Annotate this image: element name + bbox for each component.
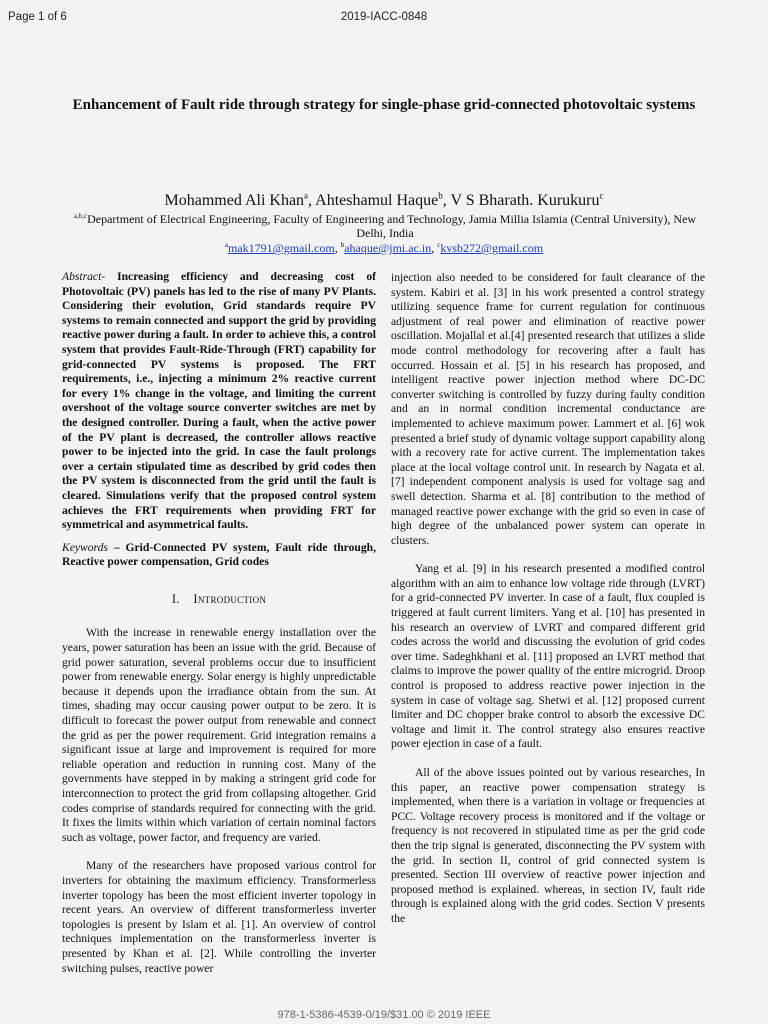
email-link[interactable]: kvsb272@gmail.com [440, 241, 544, 255]
section-number: I. [171, 591, 180, 606]
affiliation-sup: a,b,c [73, 212, 88, 220]
author-name: Ahteshamul Haque [315, 192, 439, 209]
keywords-text: – Grid-Connected PV system, Fault ride through, Reactive power compensation, Grid codes [62, 540, 376, 569]
email-sup: a [224, 241, 229, 249]
affiliation-text: Department of Electrical Engineering, Faculty of Engineering and Technology, Jamia Millia Islamia (Central University), New Delhi, India [87, 212, 697, 240]
author-list: Mohammed Ali Khan$^a$, Ahteshamul Haque$^b$, V S Bharath. Kurukuru$^c$ [164, 190, 604, 209]
author-sup: a [304, 190, 309, 201]
keywords [62, 541, 376, 570]
author-name: V S Bharath. Kurukuru [450, 192, 600, 209]
section-heading [62, 592, 376, 607]
page-indicator[interactable]: Page 1 of 6 [8, 11, 67, 23]
keywords-label: Keywords [62, 540, 108, 554]
email-sup: b [340, 241, 345, 249]
abstract-label: Abstract- [62, 270, 106, 283]
author-sup: c [599, 190, 604, 201]
author-sup: b [438, 190, 443, 201]
affiliation [60, 212, 710, 240]
abstract [62, 270, 376, 533]
email-link[interactable]: ahaque@jmi.ac.in [344, 241, 432, 255]
left-column [62, 270, 376, 990]
body-paragraph: injection also needed to be considered for fault clearance of the system. Kabiri et al. [3] in his work presented a control strategy utilizing sequence frame for current regulation for continuous adjustment of real power and elimination of reactive power oscillation. Mojallal et al.[4] presented research that utilizes a slide mode control methodology for recovering after a fault has occurred. Hossain et al. [5] in his research has proposed, and intelligent reactive power injection method where DC-DC converter switching is controlled by fuzzy during faulty condition and an in normal condition incremental conductance are implemented to achieve maximum power. Lammert et al. [6] wok presented a brief study of dynamic voltage support capability along with a recovery rate for active current. The implementation takes place at the local voltage control unit. In research by Nagata et al. [7] independent component analysis is used for voltage sag and swell detection. Sharma et al. [8] contribution to the method of managed reactive power exchange with the grid so even in case of high degree of the unbalanced power system can operate in clusters. [391, 271, 705, 547]
body-paragraph: Many of the researchers have proposed various control for inverters for obtaining the maximum efficiency. Transformerless inverter topology has been the most efficient inverter topology in recent years. An overview of different transformerless inverter topologies is present by Islam et al. [1]. An overview of control techniques implementation on the transformerless inverter is presented by Khan et al. [2]. While controlling the inverter switching pulses, reactive power [62, 859, 376, 975]
email-sup: c [437, 241, 441, 249]
right-column [391, 271, 705, 941]
copyright-footer: 978-1-5386-4539-0/19/$31.00 © 2019 IEEE [277, 1009, 491, 1021]
email-link[interactable]: mak1791@gmail.com [228, 241, 335, 255]
abstract-text: Increasing efficiency and decreasing cost of Photovoltaic (PV) panels has led to the rise of many PV Plants. Considering their evolution, Grid standards require PV systems to remain connected and support the grid by providing reactive power during a fault. In order to achieve this, a control system that provides Fault-Ride-Through (FRT) capability for grid-connected PV systems is proposed. The FRT requirements, i.e., injecting a minimum 2% reactive current for every 1% change in the voltage, and limiting the current overshoot of the voltage source converter switches are met by the designed controller. During a fault, when the active power of the PV plant is decreased, the controller allows reactive power to be injected into the grid. In case the fault prolongs over a certain stipulated time as described by grid codes then the PV system is disconnected from the grid until the fault is cleared. Simulations verify that the proposed control system achieves the FRT requirements when providing FRT for symmetrical and asymmetrical faults. [62, 270, 376, 532]
body-paragraph: With the increase in renewable energy installation over the years, power saturation has been an issue with the grid. Because of grid power saturation, several problems occur due to insufficient power from renewable energy. Solar energy is highly unpredictable because it depends upon the irradiance obtain from the sun. At times, shading may occur causing power output to be zero. It is difficult to forecast the power output from renewable and connect the grid as per the power requirement. Grid integration remains a significant issue at large and improvement is required for more reliable operation and reduction in running cost. Many of the governments have stepped in by making a stringent grid code for interconnection to protect the grid from collapsing altogether. Grid codes comprise of standards required for connecting with the grid. It fixes the limits within which variation of certain nominal factors such as voltage, power factor, and frequency are varied. [62, 626, 376, 844]
document-title: 2019-IACC-0848 [340, 11, 428, 23]
paper-page [0, 40, 768, 1024]
section-title: Introduction [193, 591, 267, 606]
body-paragraph: Yang et al. [9] in his research presented a modified control algorithm with an aim to enhance low voltage ride through (LVRT) for a grid-connected PV inverter. In case of a fault, flux coupled is triggered at fault current limiters. Yang et al. [10] has presented in his research an overview of LVRT and compared different grid codes across the world and discussing the evolution of grid codes over time. Sadeghkhani et al. [11] proposed an LVRT method that claims to improve the power quality of the entire microgrid. Droop control is proposed to address reactive power injection in the system in case of voltage sag. Shetwi et al. [12] proposed current limiter and DC chopper brake control to absorb the excessive DC voltage and limit it. The control strategy also ensures reactive power ejection in case of a fault. [391, 562, 705, 751]
paper-title: Enhancement of Fault ride through strategy for single-phase grid-connected photovoltaic systems [72, 97, 696, 113]
author-emails: $^a$mak1791@gmail.com, $^b$ahaque@jmi.ac.in, $^c$kvsb272@gmail.com [224, 241, 544, 255]
body-paragraph: All of the above issues pointed out by various researches, In this paper, an reactive power compensation strategy is implemented, when there is a variation in voltage or frequencies at PCC. Voltage recovery process is monitored and if the voltage or frequency is not recovered in stipulated time as per the grid code then the trip signal is generated, disconnecting the PV system with the grid. In section II, control of grid connected system is presented. Section III overview of reactive power injection and proposed method is explained. whereas, in section IV, fault ride through is explained along with the grid codes. Section V presents the [391, 766, 705, 925]
author-name: Mohammed Ali Khan [164, 192, 305, 209]
viewer-toolbar [0, 0, 768, 40]
